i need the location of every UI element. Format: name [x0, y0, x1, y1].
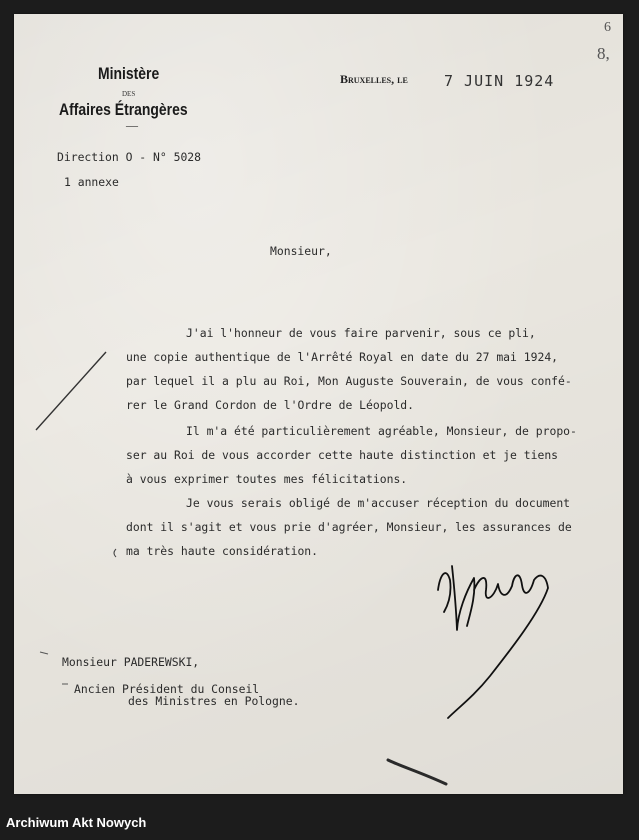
body-line: à vous exprimer toutes mes félicitations. — [126, 472, 408, 486]
addressee-title-1: Ancien Président du Conseil — [74, 682, 260, 696]
body-line: ma très haute considération. — [126, 544, 319, 558]
body-line: J'ai l'honneur de vous faire parvenir, sous ce pli, — [186, 326, 536, 340]
letterhead-affaires-etrangeres: Affaires Étrangères — [59, 100, 188, 119]
body-line: Je vous serais obligé de m'accuser réception du document — [186, 496, 571, 510]
direction-reference: Direction O - N° 5028 — [57, 150, 202, 164]
body-line: Il m'a été particulièrement agréable, Monsieur, de propo- — [186, 424, 577, 438]
place-label: Bruxelles, le — [340, 72, 408, 86]
body-line: ser au Roi de vous accorder cette haute distinction et je tiens — [126, 448, 559, 462]
addressee-title-2: des Ministres en Pologne. — [128, 694, 300, 708]
salutation: Monsieur, — [270, 244, 332, 258]
letter-date: 7 JUIN 1924 — [444, 72, 555, 90]
archive-footer-text: Archiwum Akt Nowych — [6, 815, 147, 830]
letterhead-des: DES — [122, 90, 136, 98]
body-line: rer le Grand Cordon de l'Ordre de Léopold. — [126, 398, 415, 412]
archive-mark-top: 6 — [604, 20, 611, 35]
addressee-name: Monsieur PADEREWSKI, — [62, 655, 200, 669]
letterhead-ministere: Ministère — [98, 64, 160, 83]
body-line: par lequel il a plu au Roi, Mon Auguste Souverain, de vous confé- — [126, 374, 572, 388]
letterhead-dash: — — [126, 118, 138, 132]
body-line: une copie authentique de l'Arrêté Royal en date du 27 mai 1924, — [126, 350, 559, 364]
archive-mark-bottom: 8, — [597, 44, 610, 63]
body-line: dont il s'agit et vous prie d'agréer, Monsieur, les assurances de — [126, 520, 572, 534]
annex-count: 1 annexe — [64, 175, 119, 189]
